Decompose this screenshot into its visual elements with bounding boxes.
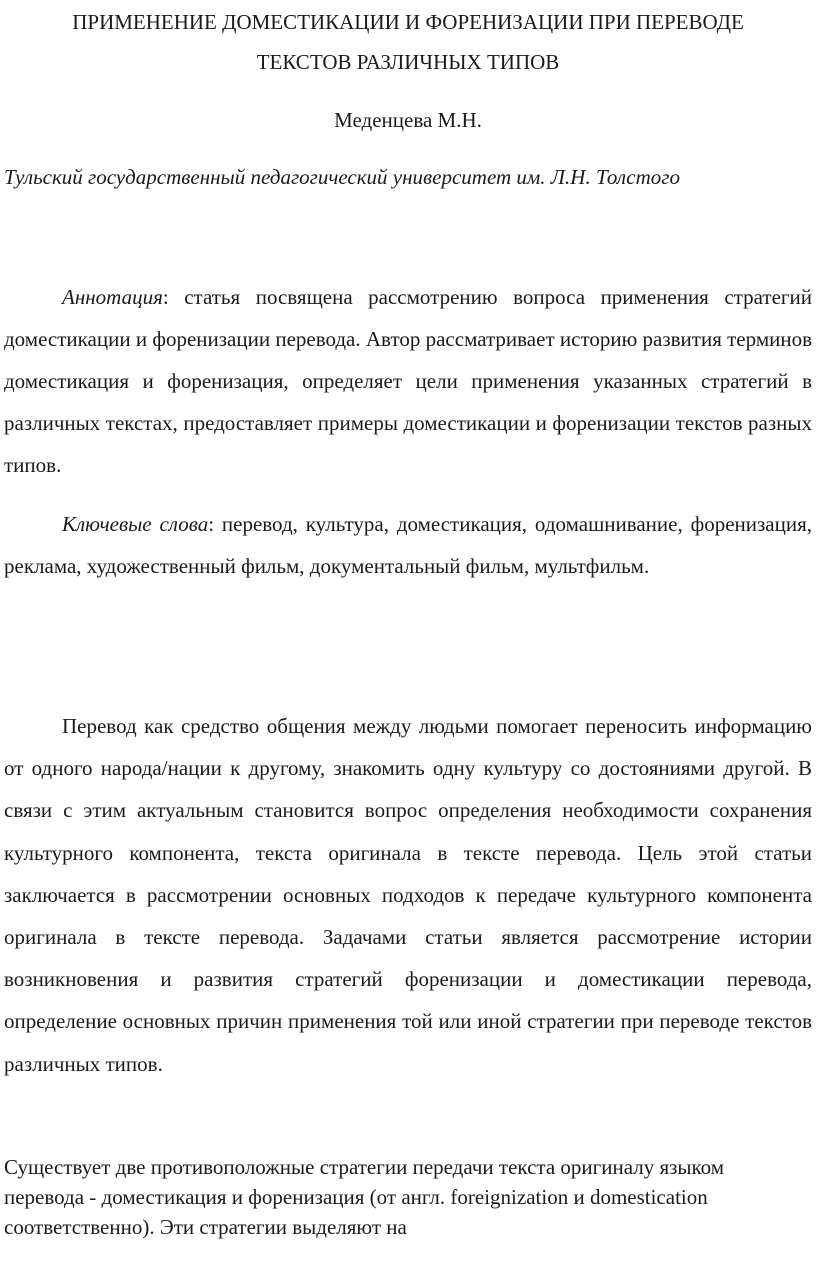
second-paragraph: Существует две противоположные стратегии передачи текста оригиналу языком перевода - доместикация и форенизация (от англ. foreignization и domestication соответственно). Эти стратегии выделяют на — [4, 1155, 725, 1239]
affiliation: Тульский государственный педагогический университет им. Л.Н. Толстого — [4, 165, 680, 189]
title-line-2: ТЕКСТОВ РАЗЛИЧНЫХ ТИПОВ — [256, 50, 560, 74]
keywords-paragraph — [4, 503, 812, 587]
abstract-paragraph — [4, 276, 812, 486]
keywords-label: Ключевые слова — [62, 512, 209, 536]
author-name: Меденцева М.Н. — [334, 108, 482, 132]
intro-paragraph: Перевод как средство общения между людьми помогает переносить информацию от одного народа/нации к другому, знакомить одну культуру со достояниями другой. В связи с этим актуальным становится вопрос определения необходимости сохранения культурного компонента, текста оригинала в тексте перевода. Цель этой статьи заключается в рассмотрении основных подходов к передаче культурного компонента оригинала в тексте перевода. Задачами статьи является рассмотрение истории возникновения и развития стратегий форенизации и доместикации перевода, определение основных причин применения той или иной стратегии при переводе текстов различных типов. — [4, 714, 812, 1076]
abstract-text: : статья посвящена рассмотрению вопроса применения стратегий доместикации и форенизации перевода. Автор рассматривает историю развития терминов доместикация и форенизация, определяет цели применения указанных стратегий в различных текстах, предоставляет примеры доместикации и форенизации текстов разных типов. — [4, 285, 812, 477]
title-line-1: ПРИМЕНЕНИЕ ДОМЕСТИКАЦИИ И ФОРЕНИЗАЦИИ ПРИ ПЕРЕВОДЕ — [72, 10, 744, 34]
article-title — [0, 2, 816, 82]
abstract-label: Аннотация — [62, 285, 163, 309]
keywords-text: : перевод, культура, доместикация, одомашнивание, форенизация, реклама, художественный фильм, документальный фильм, мультфильм. — [4, 512, 812, 578]
